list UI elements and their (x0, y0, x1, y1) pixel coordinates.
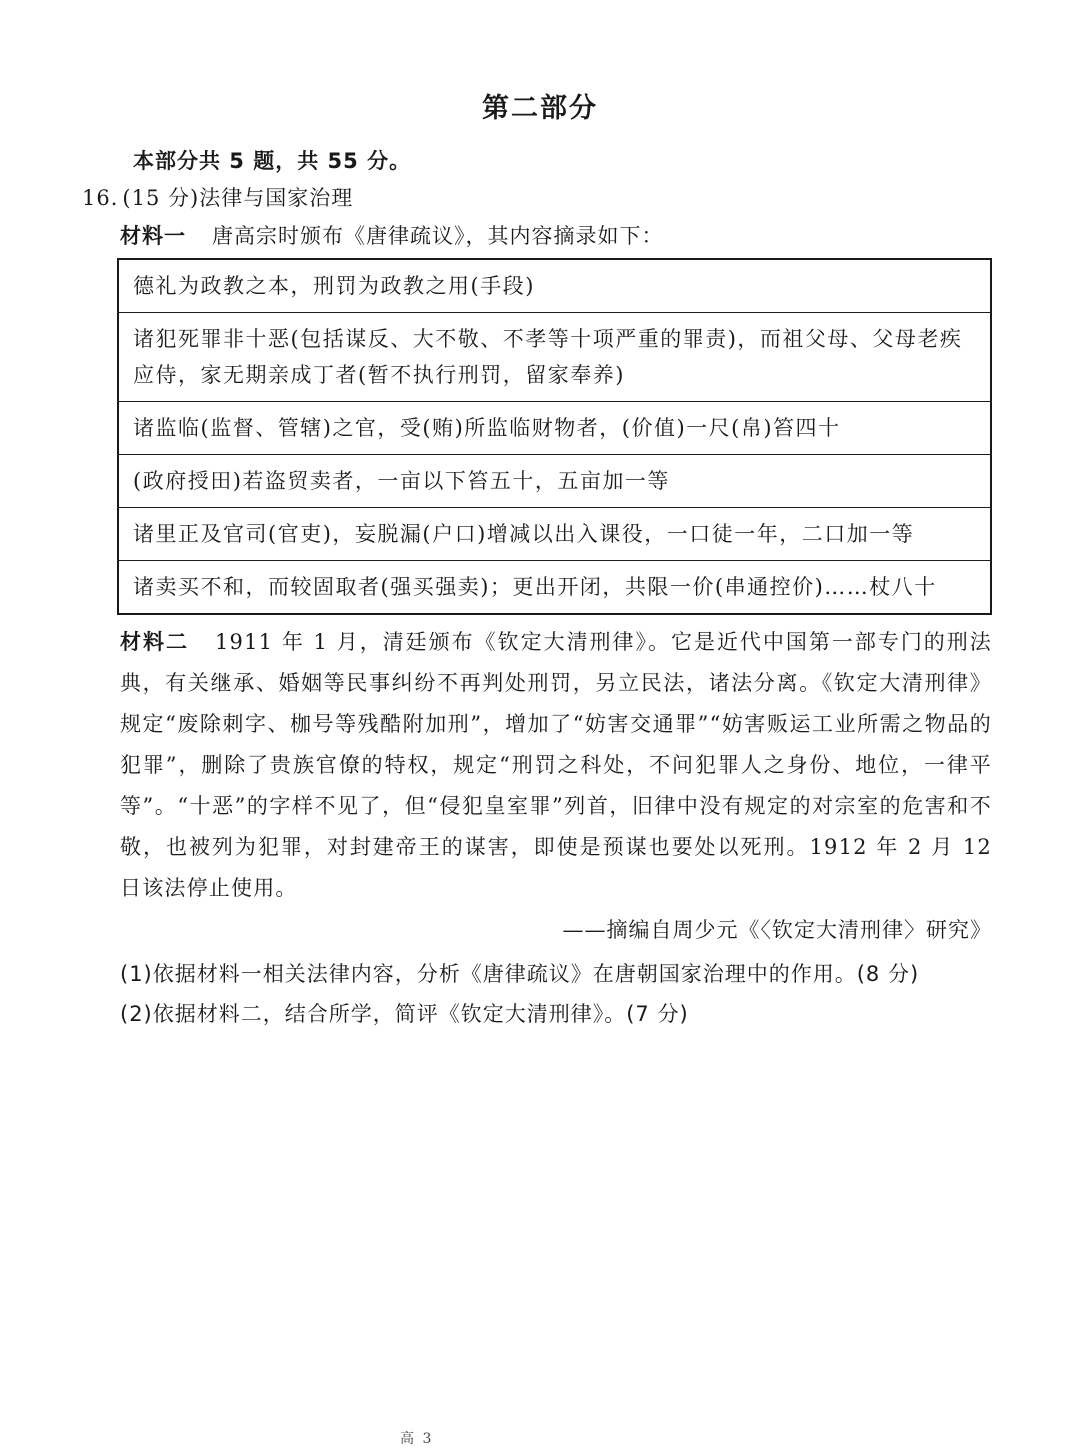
page-footer-mark: 高 3 (400, 1431, 434, 1447)
law-row: (政府授田)若盗贸卖者，一亩以下笞五十，五亩加一等 (119, 455, 990, 508)
sub-question-1: (1)依据材料一相关法律内容，分析《唐律疏议》在唐朝国家治理中的作用。(8 分) (120, 962, 920, 986)
material2-label: 材料二 (120, 630, 189, 654)
law-row: 诸犯死罪非十恶(包括谋反、大不敬、不孝等十项严重的罪责)，而祖父母、父母老疾应侍，家无期亲成丁者(暂不执行刑罚，留家奉养) (119, 313, 990, 402)
material1-header (120, 220, 664, 250)
material2-text: 1911 年 1 月，清廷颁布《钦定大清刑律》。它是近代中国第一部专门的刑法典，有关继承、婚姻等民事纠纷不再判处刑罚，另立民法，诸法分离。《钦定大清刑律》规定“废除刺字、枷号等残酷附加刑”，增加了“妨害交通罪”“妨害贩运工业所需之物品的犯罪”，删除了贵族官僚的特权，规定“刑罚之科处，不问犯罪人之身份、地位，一律平等”。“十恶”的字样不见了，但“侵犯皇室罪”列首，旧律中没有规定的对宗室的危害和不敬，也被列为犯罪，对封建帝王的谋害，即使是预谋也要处以死刑。1912 年 2 月 12 日该法停止使用。 (120, 630, 992, 900)
law-row: 诸里正及官司(官吏)，妄脱漏(户口)增减以出入课役，一口徒一年，二口加一等 (119, 508, 990, 561)
law-row: 德礼为政教之本，刑罚为政教之用(手段) (119, 260, 990, 313)
material2-source: ——摘编自周少元《〈钦定大清刑律〉研究》 (562, 918, 992, 942)
material1-intro: 唐高宗时颁布《唐律疏议》，其内容摘录如下： (212, 224, 664, 248)
question-header (82, 182, 353, 212)
law-row: 诸监临(监督、管辖)之官，受(贿)所监临财物者，(价值)一尺(帛)笞四十 (119, 402, 990, 455)
question-title: (15 分)法律与国家治理 (122, 186, 354, 210)
question-number: 16. (82, 186, 119, 210)
section-intro: 本部分共 5 题，共 55 分。 (133, 149, 412, 173)
material1-label: 材料一 (120, 224, 186, 248)
law-row: 诸卖买不和，而较固取者(强买强卖)；更出开闭，共限一价(串通控价)……杖八十 (133, 575, 937, 599)
material2-block (120, 622, 992, 909)
section-title: 第二部分 (482, 93, 598, 124)
sub-question-2: (2)依据材料二，结合所学，简评《钦定大清刑律》。(7 分) (120, 1002, 689, 1026)
law-excerpt-table (117, 258, 992, 615)
